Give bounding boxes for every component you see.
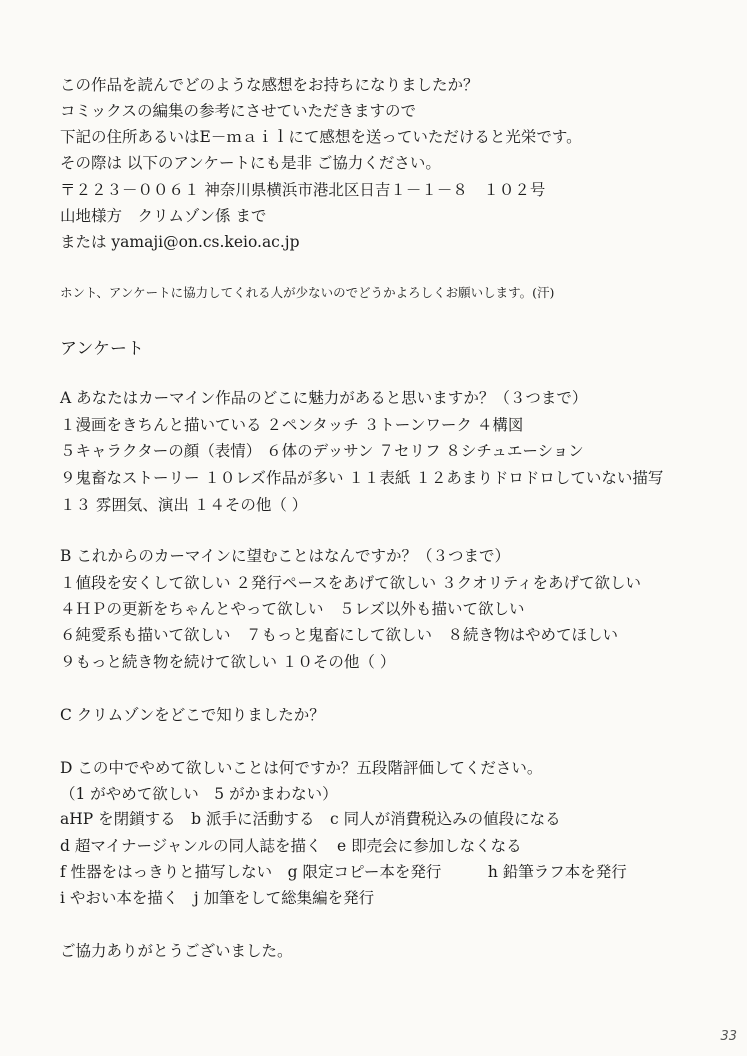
intro-line: コミックスの編集の参考にさせていただきますので <box>60 102 417 120</box>
question-d: D この中でやめて欲しいことは何ですか？五段階評価してください。 <box>60 759 543 777</box>
question-d-options: i やおい本を描く j 加筆をして総集編を発行 <box>60 889 375 907</box>
email-line: または yamaji@on.cs.keio.ac.jp <box>60 233 300 251</box>
request-note: ホント、アンケートに協力してくれる人が少ないのでどうかよろしくお願いします。(汗) <box>60 285 555 300</box>
question-a-options: １３ 雰囲気、演出 １４その他（ ） <box>60 496 308 514</box>
question-b: B これからのカーマインに望むことはなんですか？（３つまで） <box>60 547 511 565</box>
question-d-options: f 性器をはっきりと描写しない g 限定コピー本を発行 h 鉛筆ラフ本を発行 <box>60 863 627 881</box>
question-b-options: ６純愛系も描いて欲しい ７もっと鬼畜にして欲しい ８続き物はやめてほしい <box>60 626 619 644</box>
question-c: C クリムゾンをどこで知りましたか？ <box>60 706 325 724</box>
recipient-line: 山地様方 クリムゾン係 まで <box>60 207 267 225</box>
question-b-options: ４ＨＰの更新をちゃんとやって欲しい ５レズ以外も描いて欲しい <box>60 600 525 618</box>
closing-text: ご協力ありがとうございました。 <box>60 942 293 960</box>
page-number: 33 <box>720 1029 737 1044</box>
question-d-options: aHP を閉鎖する b 派手に活動する c 同人が消費税込みの値段になる <box>60 810 561 828</box>
question-b-options: ９もっと続き物を続けて欲しい １０その他（ ） <box>60 653 396 671</box>
question-a-options: ９鬼畜なストーリー １０レズ作品が多い １１表紙 １２あまりドロドロしていない描写 <box>60 469 664 487</box>
intro-line: 下記の住所あるいはE－ｍａｉｌにて感想を送っていただけると光栄です。 <box>60 128 582 146</box>
question-a-options: ５キャラクターの顔（表情） ６体のデッサン ７セリフ ８シチュエーション <box>60 442 584 460</box>
question-d-scale: （1 がやめて欲しい 5 がかまわない） <box>60 785 338 803</box>
address-line: 〒２２３－００６１ 神奈川県横浜市港北区日吉１－１－８ １０２号 <box>60 181 546 199</box>
question-b-options: １値段を安くして欲しい ２発行ペースをあげて欲しい ３クオリティをあげて欲しい <box>60 574 642 592</box>
question-a: A あなたはカーマイン作品のどこに魅力があると思いますか？（３つまで） <box>60 389 588 407</box>
survey-title: アンケート <box>60 339 144 359</box>
intro-line: この作品を読んでどのような感想をお持ちになりましたか？ <box>60 76 479 94</box>
question-d-options: d 超マイナージャンルの同人誌を描く e 即売会に参加しなくなる <box>60 837 522 855</box>
intro-line: その際は 以下のアンケートにも是非 ご協力ください。 <box>60 154 441 172</box>
question-a-options: １漫画をきちんと描いている ２ペンタッチ ３トーンワーク ４構図 <box>60 416 524 434</box>
